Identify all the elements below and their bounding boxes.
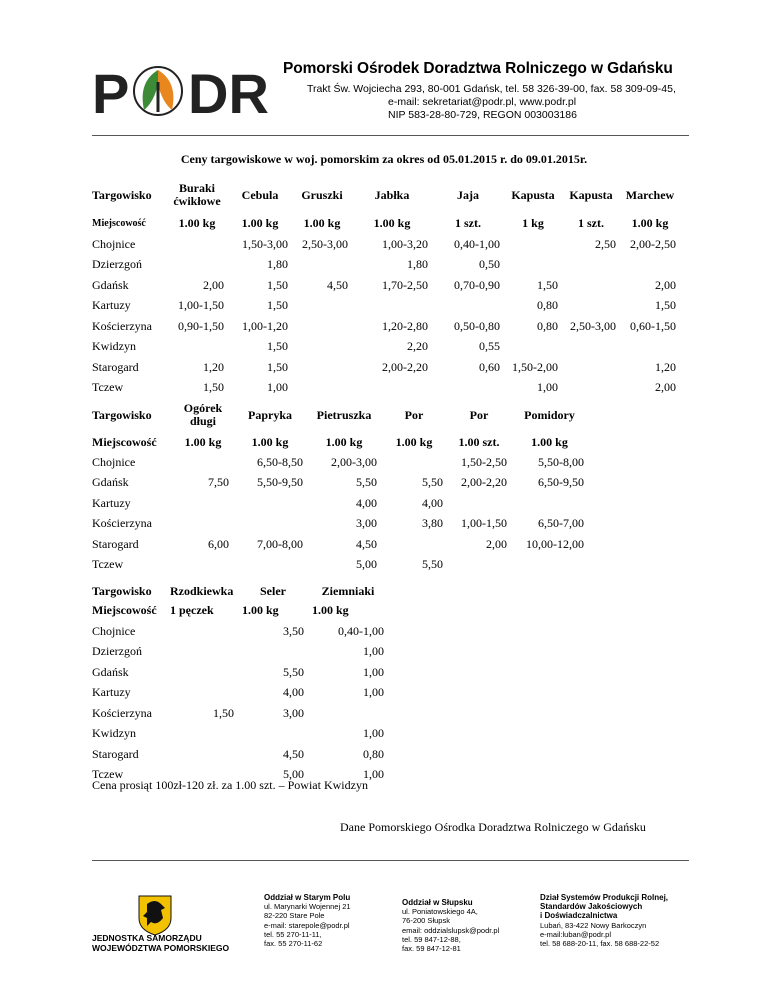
price-cell: 5,50 (422, 557, 443, 572)
price-cell: 2,00 (203, 277, 224, 292)
price-cell (173, 514, 233, 535)
price-cell: 1,50 (267, 339, 288, 354)
price-cell (620, 255, 680, 276)
price-cell (166, 255, 228, 276)
table1-header-row (88, 178, 680, 212)
table-row (88, 683, 388, 704)
office3-name: Dział Systemów Produkcji Rolnej, (540, 893, 669, 902)
price-cell: 0,40-1,00 (454, 236, 500, 251)
t2-h-2: Papryka (247, 407, 292, 422)
price-table-1 (88, 178, 680, 398)
org-name: Pomorski Ośrodek Doradztwa Rolniczego w Gdańsku (283, 60, 673, 77)
price-cell: 2,50-3,00 (302, 236, 348, 251)
market-name: Starogard (92, 746, 139, 761)
price-cell (166, 683, 238, 704)
office1-email: e-mail: starepole@podr.pl (264, 920, 350, 930)
t3-h-3: Ziemniaki (321, 583, 375, 598)
price-cell: 1,00 (363, 685, 384, 700)
price-cell: 5,00 (283, 767, 304, 782)
table3-header-row (88, 583, 388, 599)
piglet-price-note: Cena prosiąt 100zł-120 zł. za 1.00 szt. – Powiat Kwidzyn (92, 778, 368, 792)
price-cell (166, 337, 228, 358)
price-cell: 4,50 (327, 277, 348, 292)
price-cell: 5,50 (283, 664, 304, 679)
office1-line: 82-220 Stare Pole (264, 911, 325, 921)
price-cell: 2,00 (655, 380, 676, 395)
table-row (88, 555, 588, 576)
price-cell: 3,50 (283, 623, 304, 638)
price-cell (233, 514, 307, 535)
table2-header-row (88, 398, 588, 432)
office2-email: email: oddzialslupsk@podr.pl (402, 925, 500, 935)
price-cell: 1,00 (537, 380, 558, 395)
t2-h-4: Por (404, 407, 424, 422)
office3-name-2: Standardów Jakościowych (540, 902, 643, 912)
price-cell: 1,00 (363, 644, 384, 659)
t1-u-2: 1.00 kg (241, 215, 279, 230)
t1-u-3: 1.00 kg (303, 215, 341, 230)
market-name: Gdańsk (92, 664, 129, 679)
table-row (88, 337, 680, 358)
price-cell: 6,50-7,00 (538, 516, 584, 531)
table1-body (88, 234, 680, 398)
price-cell: 1,50 (655, 298, 676, 313)
price-cell: 2,50 (595, 236, 616, 251)
office1-name: Oddział w Starym Polu (264, 893, 351, 902)
market-name: Kościerzyna (92, 318, 152, 333)
price-cell (292, 255, 352, 276)
office3-name-3: i Doświadczalnictwa (540, 911, 618, 921)
price-cell (233, 555, 307, 576)
table3-unit-row (88, 599, 388, 621)
price-cell: 2,20 (407, 339, 428, 354)
price-cell (352, 378, 432, 399)
t1-u-8: 1.00 kg (631, 215, 669, 230)
t1-u-6: 1 kg (522, 215, 544, 230)
market-name: Kartuzy (92, 495, 131, 510)
office-luban (540, 893, 668, 948)
office3-tel: tel. 58 688-20-11, fax. 58 688-22-52 (540, 939, 660, 949)
price-cell: 0,60-1,50 (630, 318, 676, 333)
price-cell: 1,00-1,20 (242, 318, 288, 333)
t1-h-6: Kapusta (511, 187, 555, 202)
market-name: Tczew (92, 767, 124, 782)
table-row (88, 724, 388, 745)
price-cell: 3,00 (283, 705, 304, 720)
table2-body (88, 452, 588, 575)
price-cell (166, 234, 228, 255)
price-cell (292, 316, 352, 337)
price-cell (562, 296, 620, 317)
price-cell (166, 642, 238, 663)
price-cell (173, 452, 233, 473)
price-cell: 0,70-0,90 (454, 277, 500, 292)
market-name: Kwidzyn (92, 339, 136, 354)
price-cell: 0,80 (537, 318, 558, 333)
price-cell (166, 662, 238, 683)
price-cell (504, 234, 562, 255)
t1-u-5: 1 szt. (455, 215, 481, 230)
t2-u-4: 1.00 kg (395, 434, 433, 449)
table-row (88, 357, 680, 378)
office1-tel: tel. 55 270-11-11, (264, 929, 322, 939)
price-cell (292, 337, 352, 358)
price-cell: 1,50 (537, 277, 558, 292)
t2-u-5: 1.00 szt. (458, 434, 500, 449)
price-cell (292, 378, 352, 399)
price-cell (447, 493, 511, 514)
office2-line: 76-200 Słupsk (402, 916, 450, 926)
market-name: Gdańsk (92, 475, 129, 490)
price-cell: 2,00 (486, 536, 507, 551)
price-cell (511, 555, 588, 576)
price-cell (292, 296, 352, 317)
t1-u-7: 1 szt. (578, 215, 604, 230)
table-row (88, 621, 388, 642)
price-cell: 1,50 (203, 380, 224, 395)
market-name: Starogard (92, 536, 139, 551)
svg-text:DR: DR (188, 62, 269, 125)
t2-h-3: Pietruszka (316, 407, 372, 422)
t1-u-0: Miejscowość (92, 217, 146, 229)
price-cell (352, 296, 432, 317)
price-cell (308, 703, 388, 724)
price-cell: 4,00 (283, 685, 304, 700)
price-cell: 5,50 (356, 475, 377, 490)
market-name: Chojnice (92, 454, 136, 469)
t3-h-2: Seler (260, 583, 286, 598)
t1-h-4: Jabłka (374, 187, 410, 202)
table-row (88, 703, 388, 724)
price-cell (432, 378, 504, 399)
price-cell: 5,50-8,00 (538, 454, 584, 469)
table1-unit-row (88, 212, 680, 234)
t1-h-8: Marchew (625, 187, 675, 202)
org-nip: NIP 583-28-80-729, REGON 003003186 (388, 109, 577, 121)
t1-h-2: Cebula (241, 187, 279, 202)
price-cell: 3,80 (422, 516, 443, 531)
svg-text:P: P (92, 62, 130, 125)
price-cell: 4,00 (422, 495, 443, 510)
office2-tel: tel. 59 847-12-88, (402, 934, 461, 944)
price-cell: 0,80 (363, 746, 384, 761)
price-cell: 1,20 (655, 359, 676, 374)
price-cell (504, 255, 562, 276)
office2-fax: fax. 59 847-12-81 (402, 944, 461, 954)
t3-u-2: 1.00 kg (242, 602, 279, 617)
price-cell: 1,70-2,50 (382, 277, 428, 292)
market-name: Dzierzgoń (92, 644, 142, 659)
price-cell: 5,50 (422, 475, 443, 490)
price-cell (511, 493, 588, 514)
table-row (88, 662, 388, 683)
price-cell (166, 724, 238, 745)
price-cell: 4,50 (283, 746, 304, 761)
table-row (88, 296, 680, 317)
price-cell (562, 275, 620, 296)
table-row (88, 234, 680, 255)
t1-h-1: Buraki ćwikłowe (173, 181, 221, 208)
price-cell: 1,00 (363, 726, 384, 741)
price-cell: 7,50 (208, 475, 229, 490)
t2-u-2: 1.00 kg (251, 434, 289, 449)
price-cell: 3,00 (356, 516, 377, 531)
table-row (88, 473, 588, 494)
price-cell: 4,00 (356, 495, 377, 510)
market-name: Chojnice (92, 236, 136, 251)
price-cell: 1,50 (267, 359, 288, 374)
t1-h-5: Jaja (457, 187, 479, 202)
price-cell (562, 255, 620, 276)
price-cell: 1,80 (407, 257, 428, 272)
gov-line-1: JEDNOSTKA SAMORZĄDU (92, 933, 202, 943)
market-name: Gdańsk (92, 277, 129, 292)
price-cell (166, 621, 238, 642)
price-cell: 2,00 (655, 277, 676, 292)
t2-u-1: 1.00 kg (184, 434, 222, 449)
t2-h-5: Por (469, 407, 489, 422)
price-cell: 1,00-3,20 (382, 236, 428, 251)
table-row (88, 514, 588, 535)
t2-u-3: 1.00 kg (325, 434, 363, 449)
t3-h-0: Targowisko (92, 583, 152, 598)
price-cell: 2,00-2,20 (461, 475, 507, 490)
data-source: Dane Pomorskiego Ośrodka Doradztwa Rolniczego w Gdańsku (340, 820, 646, 834)
t2-h-1: Ogórek długi (183, 401, 223, 428)
price-cell (173, 493, 233, 514)
table-row (88, 493, 588, 514)
price-cell: 1,20-2,80 (382, 318, 428, 333)
t3-u-1: 1 pęczek (170, 602, 214, 617)
price-cell: 2,00-3,00 (331, 454, 377, 469)
price-cell: 0,40-1,00 (338, 623, 384, 638)
org-address: Trakt Św. Wojciecha 293, 80-001 Gdańsk, tel. 58 326-39-00, fax. 58 309-09-45, (307, 83, 676, 95)
price-cell (620, 337, 680, 358)
price-cell: 2,00-2,20 (382, 359, 428, 374)
price-cell: 0,50-0,80 (454, 318, 500, 333)
page-title: Ceny targowiskowe w woj. pomorskim za okres od 05.01.2015 r. do 09.01.2015r. (180, 152, 588, 166)
price-cell: 1,50 (267, 298, 288, 313)
price-cell: 1,50-2,00 (512, 359, 558, 374)
office-slupsk (402, 898, 499, 953)
t2-h-6: Pomidory (524, 407, 575, 422)
table-row (88, 744, 388, 765)
market-name: Chojnice (92, 623, 136, 638)
price-cell: 0,50 (479, 257, 500, 272)
price-cell: 1,80 (267, 257, 288, 272)
price-cell: 2,50-3,00 (570, 318, 616, 333)
t1-h-7: Kapusta (569, 187, 613, 202)
office2-name: Oddział w Słupsku (402, 898, 473, 907)
price-cell: 1,50-3,00 (242, 236, 288, 251)
office-stare-pole (264, 893, 351, 948)
t2-u-6: 1.00 kg (531, 434, 568, 449)
market-name: Kartuzy (92, 685, 131, 700)
price-cell (562, 357, 620, 378)
price-cell: 1,50-2,50 (461, 454, 507, 469)
office1-line: ul. Marynarki Wojennej 21 (264, 902, 351, 912)
market-name: Tczew (92, 557, 124, 572)
price-cell (447, 555, 511, 576)
t2-h-0: Targowisko (92, 407, 152, 422)
table-row (88, 275, 680, 296)
price-cell: 2,00-2,50 (630, 236, 676, 251)
t3-h-1: Rzodkiewka (170, 583, 234, 598)
market-name: Kościerzyna (92, 516, 152, 531)
header-divider (92, 135, 689, 136)
price-cell: 10,00-12,00 (526, 536, 584, 551)
price-cell: 6,50-8,50 (257, 454, 303, 469)
price-cell (381, 452, 447, 473)
price-cell (504, 337, 562, 358)
table-row (88, 534, 588, 555)
price-cell: 5,00 (356, 557, 377, 572)
price-table-2 (88, 398, 588, 575)
price-cell: 0,60 (479, 359, 500, 374)
table-row (88, 378, 680, 399)
price-cell (173, 555, 233, 576)
t2-u-0: Miejscowość (92, 434, 157, 449)
price-cell: 6,00 (208, 536, 229, 551)
gov-line-2: WOJEWÓDZTWA POMORSKIEGO (92, 943, 230, 953)
table2-unit-row (88, 432, 588, 452)
t1-h-0: Targowisko (92, 187, 152, 202)
table3-body (88, 621, 388, 785)
price-table-3 (88, 583, 388, 785)
price-cell: 0,80 (537, 298, 558, 313)
price-cell (381, 534, 447, 555)
price-cell: 6,50-9,50 (538, 475, 584, 490)
table-row (88, 255, 680, 276)
office3-email: e-mail:luban@podr.pl (540, 929, 611, 939)
podr-logo (92, 62, 269, 125)
t1-u-4: 1.00 kg (373, 215, 411, 230)
price-cell (292, 357, 352, 378)
market-name: Dzierzgoń (92, 257, 142, 272)
market-name: Kościerzyna (92, 705, 152, 720)
price-cell: 0,90-1,50 (178, 318, 224, 333)
price-cell: 1,00 (267, 380, 288, 395)
table-row (88, 642, 388, 663)
t3-u-3: 1.00 kg (312, 602, 349, 617)
market-name: Kwidzyn (92, 726, 136, 741)
price-cell (562, 378, 620, 399)
t1-h-3: Gruszki (301, 187, 343, 202)
price-cell: 0,55 (479, 339, 500, 354)
market-name: Tczew (92, 380, 124, 395)
price-cell (562, 337, 620, 358)
pomorskie-crest-icon (135, 892, 175, 936)
price-cell (166, 744, 238, 765)
market-name: Starogard (92, 359, 139, 374)
price-cell: 1,50 (267, 277, 288, 292)
price-cell: 1,00 (363, 767, 384, 782)
price-cell: 5,50-9,50 (257, 475, 303, 490)
price-cell (233, 493, 307, 514)
office2-line: ul. Poniatowskiego 4A, (402, 907, 478, 917)
office3-address: Lubań, 83-422 Nowy Barkoczyn (540, 920, 647, 930)
market-name: Kartuzy (92, 298, 131, 313)
footer-divider (92, 860, 689, 861)
price-cell: 1,20 (203, 359, 224, 374)
office1-fax: fax. 55 270-11-62 (264, 939, 323, 949)
price-cell: 1,00-1,50 (461, 516, 507, 531)
t1-u-1: 1.00 kg (178, 215, 216, 230)
price-cell: 7,00-8,00 (257, 536, 303, 551)
price-cell (238, 724, 308, 745)
t3-u-0: Miejscowość (92, 602, 157, 617)
price-cell: 1,00-1,50 (178, 298, 224, 313)
price-cell: 1,00 (363, 664, 384, 679)
price-cell (432, 296, 504, 317)
org-email: e-mail: sekretariat@podr.pl, www.podr.pl (388, 96, 577, 108)
letterhead (0, 0, 768, 135)
price-cell: 4,50 (356, 536, 377, 551)
price-cell (238, 642, 308, 663)
price-cell: 1,50 (213, 705, 234, 720)
table-row (88, 316, 680, 337)
table-row (88, 452, 588, 473)
